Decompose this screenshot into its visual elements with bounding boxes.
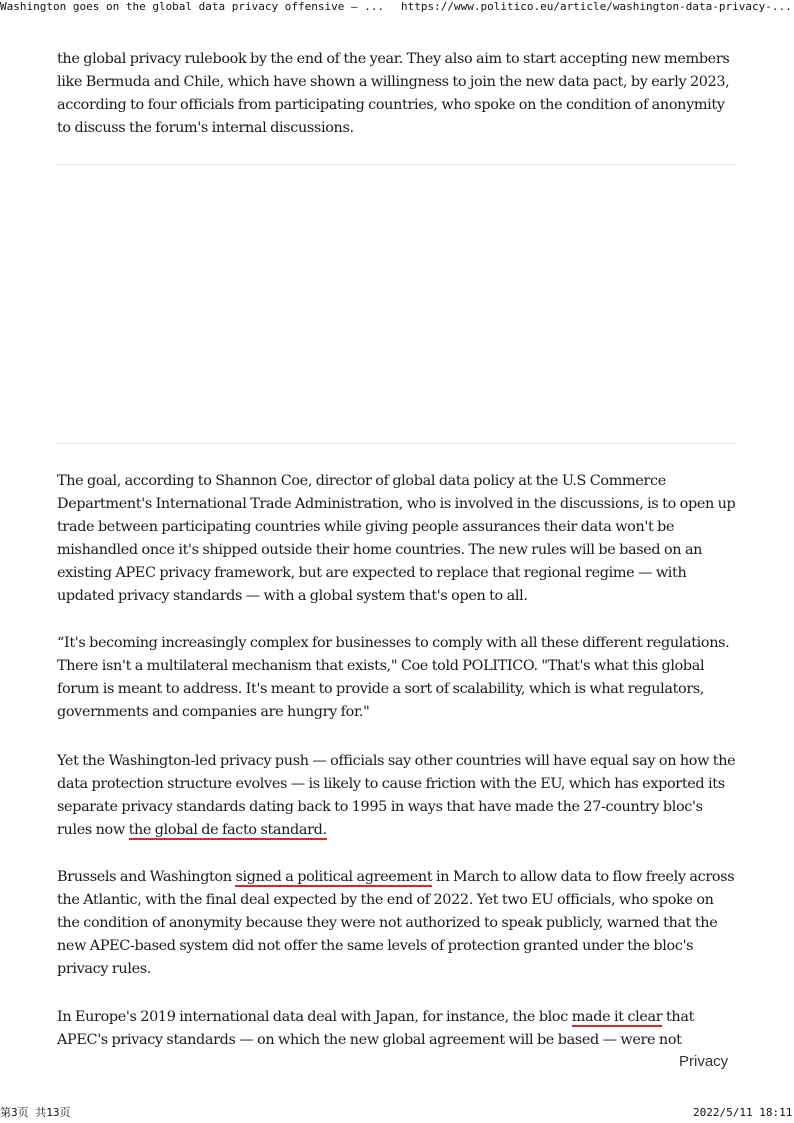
- paragraph-friction-text: Yet the Washington-led privacy push — officials say other countries will have equal say on how the data protection structure evolves — is likely to cause friction with the EU, which has exported its separate privacy standards dating back to 1995 in ways that have made the 27-country bloc's rules now: [57, 753, 736, 838]
- privacy-settings-button[interactable]: Privacy: [679, 1053, 729, 1070]
- ad-divider-bottom: [57, 443, 737, 444]
- paragraph-europe: [57, 1006, 737, 1052]
- link-made-it-clear[interactable]: made it clear: [571, 1009, 663, 1025]
- paragraph-quote: “It's becoming increasingly complex for businesses to comply with all these different regulations. There isn't a multilateral mechanism that exists," Coe told POLITICO. "That's what this global forum is meant to address. It's meant to provide a sort of scalability, which is what regulators, governments and companies are hungry for.": [57, 635, 730, 720]
- paragraph-goal: The goal, according to Shannon Coe, director of global data policy at the U.S Commerce Department's International Trade Administration, who is involved in the discussions, is to open up trade between participating countries while giving people assurances their data won't be mishandled once it's shipped outside their home countries. The new rules will be based on an existing APEC privacy framework, but are expected to replace that regional regime — with updated privacy standards — with a global system that's open to all.: [57, 473, 736, 604]
- ad-divider-top: [57, 164, 737, 165]
- ad-placeholder: [57, 166, 737, 442]
- print-header: [0, 0, 794, 18]
- print-header-title: Washington goes on the global data privacy offensive – ...: [0, 0, 385, 13]
- print-header-url: https://www.politico.eu/article/washington-data-privacy-...: [401, 0, 792, 13]
- link-political-agreement[interactable]: signed a political agreement: [235, 869, 433, 885]
- paragraph-europe-text-end: that APEC's privacy standards — on which the new global agreement will be based — were not: [57, 1009, 695, 1048]
- paragraph-friction: [57, 750, 737, 842]
- print-footer: [0, 1106, 794, 1123]
- link-global-de-facto-standard[interactable]: the global de facto standard.: [128, 822, 327, 838]
- paragraph-brussels: [57, 866, 737, 981]
- print-footer-page-number: 第3页 共13页: [0, 1106, 71, 1119]
- paragraph-brussels-text-start: Brussels and Washington: [57, 869, 236, 885]
- paragraph-europe-text-start: In Europe's 2019 international data deal with Japan, for instance, the bloc: [57, 1009, 572, 1025]
- print-footer-datetime: 2022/5/11 18:11: [693, 1106, 793, 1119]
- paragraph-intro: the global privacy rulebook by the end of the year. They also aim to start accepting new members like Bermuda and Chile, which have shown a willingness to join the new data pact, by early 2023, according to four officials from participating countries, who spoke on the condition of anonymity to discuss the forum's internal discussions.: [57, 51, 730, 136]
- paragraph-brussels-text-end: in March to allow data to flow freely across the Atlantic, with the final deal expected by the end of 2022. Yet two EU officials, who spoke on the condition of anonymity because they were not authorized to speak publicly, warned that the new APEC-based system did not offer the same levels of protection granted under the bloc's privacy rules.: [57, 869, 735, 977]
